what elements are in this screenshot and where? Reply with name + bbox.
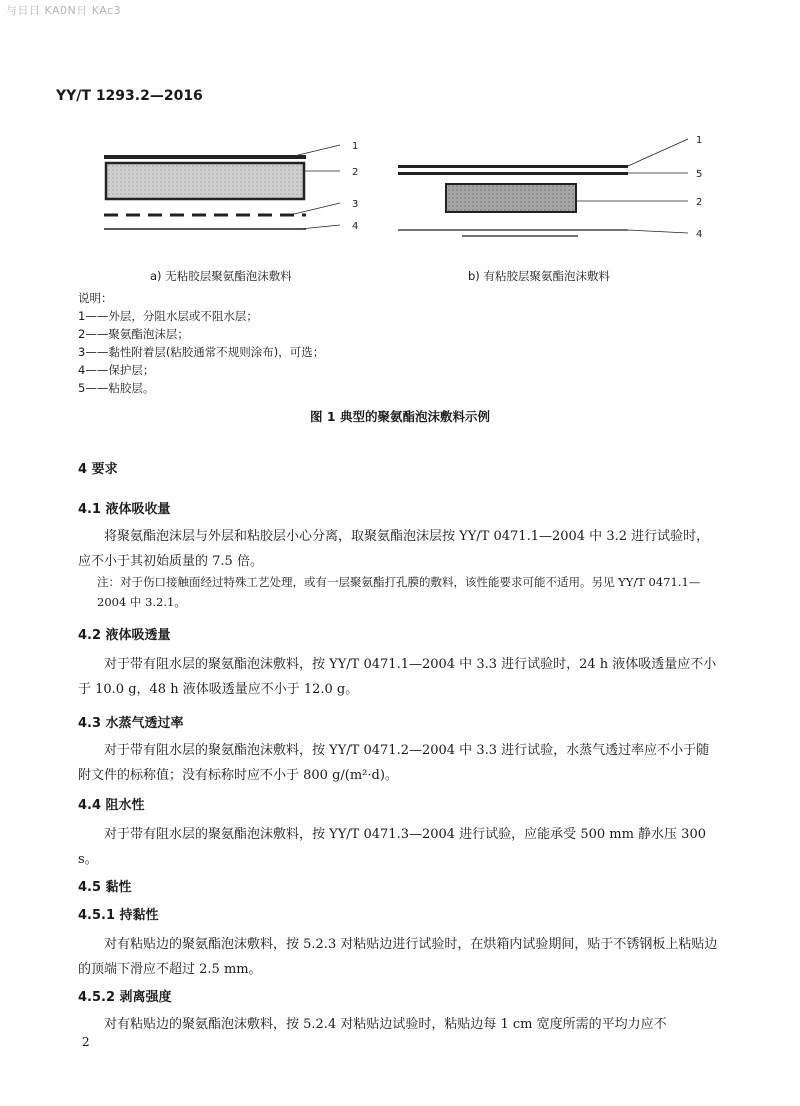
section-4-2-heading: 4.2 液体吸透量 (78, 628, 171, 643)
layer-outer-b (398, 165, 628, 168)
standard-number-header: YY/T 1293.2—2016 (56, 88, 203, 104)
legend-item: 1——外层，分阻水层或不阻水层； (78, 309, 258, 323)
layer-foam-b (446, 184, 576, 212)
section-4-1-note: 注：对于伤口接触面经过特殊工艺处理，或有一层聚氨酯打孔膜的敷料，该性能要求可能不适用。另见 YY/T 0471.1—2004 中 3.2.1。 (97, 575, 701, 609)
callout-a-4: 4 (352, 221, 359, 232)
caption-b: b) 有粘胶层聚氨酯泡沫敷料 (468, 269, 610, 283)
callout-b-1: 1 (696, 135, 703, 146)
section-4-1-heading: 4.1 液体吸收量 (78, 502, 171, 517)
diagram-b-layers (398, 135, 702, 240)
section-4-2-text: 对于带有阻水层的聚氨酯泡沫敷料，按 YY/T 0471.1—2004 中 3.3 进行试验时，24 h 液体吸透量应不小于 10.0 g，48 h 液体吸透量应不小于 12.0 g。 (78, 657, 717, 697)
section-4-3-text: 对于带有阻水层的聚氨酯泡沫敷料，按 YY/T 0471.2—2004 中 3.3 进行试验，水蒸气透过率应不小于随附文件的标称值；没有标称时应不小于 800 g/(m²·d)。 (78, 743, 710, 783)
legend-item: 4——保护层； (78, 363, 155, 377)
section-4-5-2-text: 对有粘贴边的聚氨酯泡沫敷料，按 5.2.4 对粘贴边试验时，粘贴边每 1 cm 宽度所需的平均力应不 (104, 1017, 667, 1032)
legend-item: 2——聚氨酯泡沫层； (78, 327, 189, 341)
layer-outer (104, 155, 306, 159)
legend-title: 说明： (78, 291, 113, 305)
legend-item: 5——粘胶层。 (78, 381, 155, 395)
diagram-a-layers (104, 141, 358, 232)
section-4-heading: 4 要求 (78, 462, 118, 477)
figure-1-diagram (0, 125, 800, 255)
page-number: 2 (82, 1035, 90, 1049)
callout-a-3: 3 (352, 199, 359, 210)
section-4-4-heading: 4.4 阻水性 (78, 798, 145, 813)
callout-a-1: 1 (352, 141, 359, 152)
section-4-3-heading: 4.3 水蒸气透过率 (78, 716, 184, 731)
caption-a: a) 无粘胶层聚氨酯泡沫敷料 (150, 269, 292, 283)
section-4-1-text: 将聚氨酯泡沫层与外层和粘胶层小心分离，取聚氨酯泡沫层按 YY/T 0471.1—2004 中 3.2 进行试验时，应不小于其初始质量的 7.5 倍。 (78, 529, 710, 569)
section-4-5-1-heading: 4.5.1 持黏性 (78, 908, 159, 923)
layer-adhesive-b (398, 172, 628, 175)
section-4-4-text: 对于带有阻水层的聚氨酯泡沫敷料，按 YY/T 0471.3—2004 进行试验，应能承受 500 mm 静水压 300 s。 (78, 827, 706, 867)
legend-item: 3——黏性附着层(粘胶通常不规则涂布)，可选； (78, 345, 325, 359)
callout-b-4: 4 (696, 229, 703, 240)
top-watermark-text: 与日日 KA0N日 KAc3 (6, 4, 122, 17)
section-4-5-heading: 4.5 黏性 (78, 880, 132, 895)
callout-a-2: 2 (352, 167, 359, 178)
callout-b-2: 2 (696, 197, 703, 208)
section-4-5-1-text: 对有粘贴边的聚氨酯泡沫敷料，按 5.2.3 对粘贴边进行试验时，在烘箱内试验期间，贴于不锈钢板上粘贴边的顶端下滑应不超过 2.5 mm。 (78, 937, 718, 977)
callout-b-5: 5 (696, 169, 703, 180)
layer-foam (106, 163, 304, 199)
figure-title: 图 1 典型的聚氨酯泡沫敷料示例 (310, 409, 490, 424)
section-4-5-2-heading: 4.5.2 剥离强度 (78, 990, 172, 1005)
